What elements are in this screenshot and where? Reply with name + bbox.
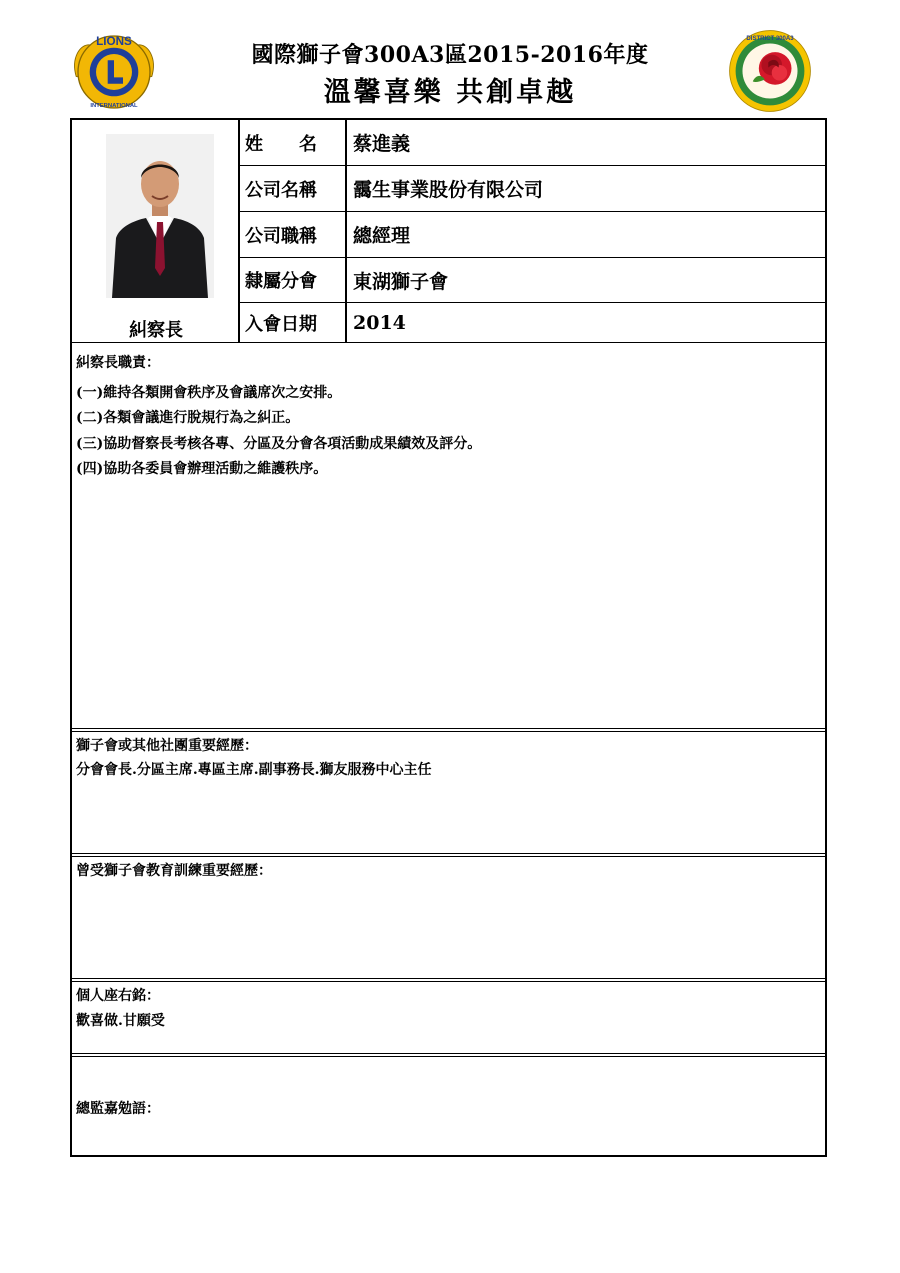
governor-section [72,1056,825,1156]
experience-content: 分會會長.分區主席.專區主席.副事務長.獅友服務中心主任 [76,762,432,778]
company-value: 靄生事業股份有限公司 [353,179,544,201]
duty-item: (一)維持各類開會秩序及會議席次之安排。 [76,385,342,401]
duty-item: (二)各類會議進行脫規行為之糾正。 [76,410,300,426]
duty-item: (三)協助督察長考核各專、分區及分會各項活動成果績效及評分。 [76,436,482,452]
company-label: 公司名稱 [240,166,347,211]
lions-logo-text: LIONS [96,35,132,48]
motto-section [72,981,825,1053]
lions-international-logo [69,27,159,117]
info-row-join-date [240,303,827,342]
experience-heading: 獅子會或其他社團重要經歷： [76,738,258,754]
join-date-label: 入會日期 [240,303,347,342]
duty-item: (四)協助各委員會辦理活動之維護秩序。 [76,461,328,477]
info-row-club [240,258,827,303]
name-value: 蔡進義 [353,133,411,155]
info-row-job-title [240,212,827,258]
motto-content: 歡喜做.甘願受 [76,1013,165,1029]
profile-form [70,118,827,1157]
photo-cell [72,120,240,342]
duties-section [72,343,825,728]
motto-heading: 個人座右銘： [76,988,160,1004]
training-section [72,856,825,978]
member-portrait-photo [106,134,214,298]
district-rose-badge-logo [727,28,813,114]
join-date-value: 2014 [353,311,406,334]
experience-section [72,731,825,853]
club-value: 東湖獅子會 [353,270,449,293]
governor-heading: 總監嘉勉語： [76,1101,160,1117]
job-title-label: 公司職稱 [240,212,347,257]
job-title-value: 總經理 [353,225,411,247]
duties-heading: 糾察長職責： [76,355,160,371]
info-row-name [240,120,827,166]
district-badge-text: DISTRICT 300A3 [746,36,794,43]
info-row-company [240,166,827,212]
page-title-year: 國際獅子會300A3區2015-2016年度 [251,42,649,68]
club-label: 隸屬分會 [240,258,347,302]
page-title-slogan: 溫馨喜樂 共創卓越 [323,77,577,108]
name-label: 姓 名 [240,120,347,165]
training-heading: 曾受獅子會教育訓練重要經歷： [76,863,272,879]
lions-logo-bottom-text: INTERNATIONAL [90,103,138,110]
role-title: 糾察長 [129,320,183,341]
